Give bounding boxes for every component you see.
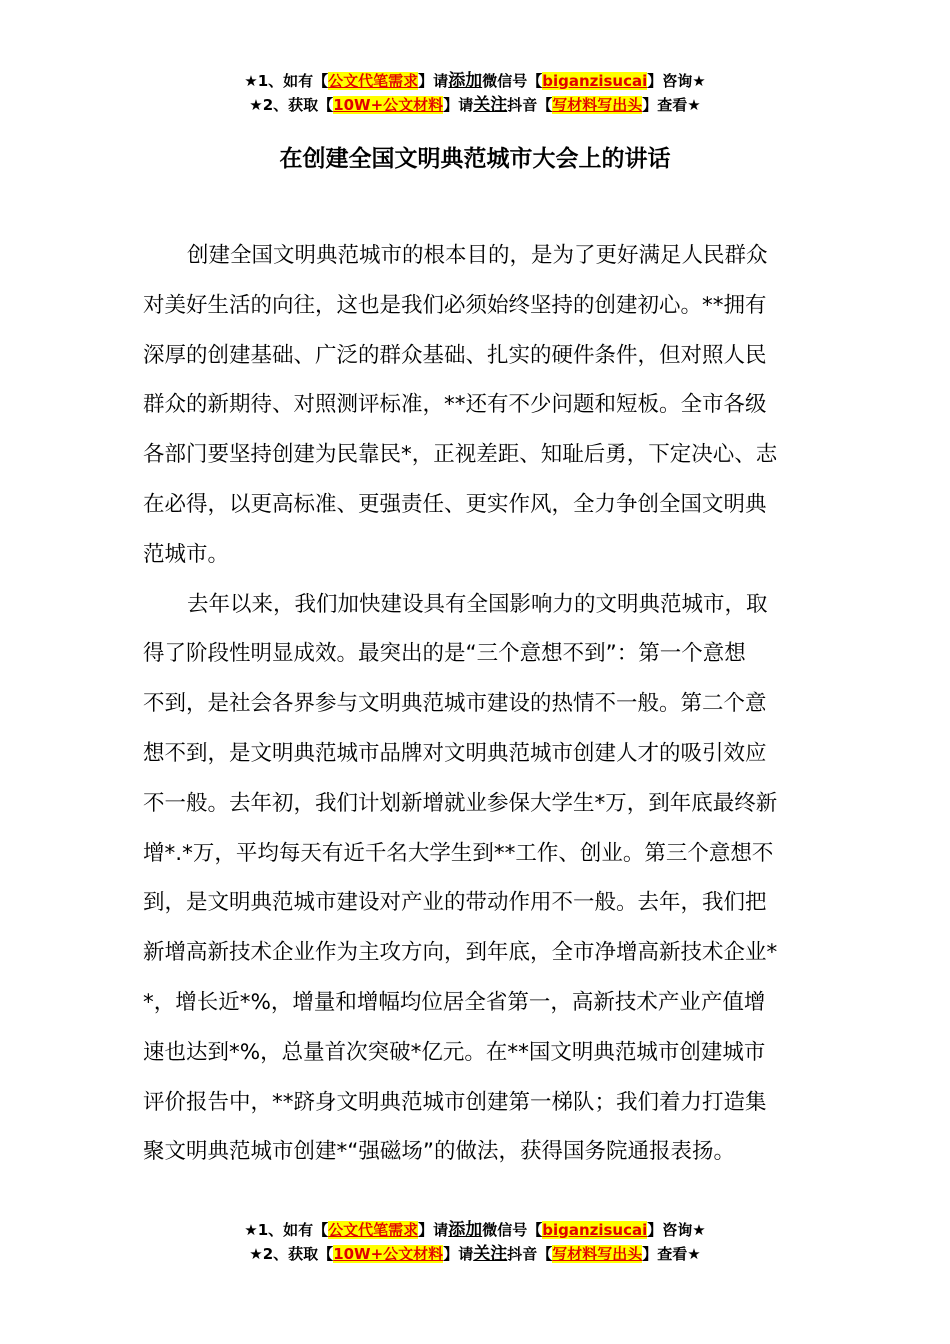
- promo-emphasis: 添加: [448, 71, 483, 91]
- paragraph-line: 得了阶段性明显成效。最突出的是“三个意想不到”：第一个意想: [143, 641, 746, 667]
- promo-text: 】咨询★: [647, 1221, 706, 1239]
- paragraph-line: 范城市。: [143, 541, 230, 567]
- paragraph-line: 深厚的创建基础、广泛的群众基础、扎实的硬件条件，但对照人民: [143, 342, 767, 368]
- promo-line-1: [0, 69, 950, 93]
- promo-highlight: biganzisucai: [542, 72, 648, 90]
- paragraph: [143, 231, 813, 580]
- document-title: 在创建全国文明典范城市大会上的讲话: [279, 146, 671, 172]
- paragraph-line: 评价报告中，**跻身文明典范城市创建第一梯队；我们着力打造集: [143, 1089, 767, 1115]
- paragraph-line: 在必得，以更高标准、更强责任、更实作风，全力争创全国文明典: [143, 491, 767, 517]
- paragraph-line: 新增高新技术企业作为主攻方向，到年底，全市净增高新技术企业*: [143, 940, 778, 966]
- promo-text: 抖音【: [507, 1245, 553, 1263]
- promo-emphasis: 关注: [473, 1244, 508, 1264]
- paragraph-line: 各部门要坚持创建为民靠民*，正视差距、知耻后勇，下定决心、志: [143, 442, 778, 468]
- promo-text: 微信号【: [482, 1221, 543, 1239]
- promo-text: 】请: [443, 96, 474, 114]
- promo-highlight: 10W+公文材料: [333, 96, 444, 114]
- promo-highlight: 10W+公文材料: [333, 1245, 444, 1263]
- promo-highlight: 公文代笔需求: [328, 1221, 419, 1239]
- paragraph-line: 不到，是社会各界参与文明典范城市建设的热情不一般。第二个意: [143, 691, 767, 717]
- paragraph: [143, 580, 813, 1178]
- paragraph-line: 去年以来，我们加快建设具有全国影响力的文明典范城市，取: [187, 591, 768, 617]
- promo-text: ★2、获取【: [249, 96, 334, 114]
- promo-text: ★1、如有【: [244, 72, 329, 90]
- promo-emphasis: 关注: [473, 95, 508, 115]
- paragraph-line: *，增长近*%，增量和增幅均位居全省第一，高新技术产业产值增: [143, 989, 766, 1015]
- promo-highlight: 公文代笔需求: [328, 72, 419, 90]
- document-body: [143, 231, 813, 1177]
- promo-highlight: biganzisucai: [542, 1221, 648, 1239]
- promo-text: 微信号【: [482, 72, 543, 90]
- paragraph-line: 对美好生活的向往，这也是我们必须始终坚持的创建初心。**拥有: [143, 292, 767, 318]
- promo-text: 】查看★: [642, 96, 701, 114]
- paragraph-line: 聚文明典范城市创建*“强磁场”的做法，获得国务院通报表扬。: [143, 1139, 736, 1165]
- paragraph-line: 速也达到*%，总量首次突破*亿元。在**国文明典范城市创建城市: [143, 1039, 766, 1065]
- promo-highlight: 写材料写出头: [552, 1245, 643, 1263]
- promo-line-1: [0, 1218, 950, 1242]
- promo-line-2: [0, 93, 950, 117]
- paragraph-line: 不一般。去年初，我们计划新增就业参保大学生*万，到年底最终新: [143, 790, 778, 816]
- paragraph-line: 想不到，是文明典范城市品牌对文明典范城市创建人才的吸引效应: [143, 740, 767, 766]
- promo-text: 】请: [418, 1221, 449, 1239]
- promo-text: 抖音【: [507, 96, 553, 114]
- paragraph-line: 到，是文明典范城市建设对产业的带动作用不一般。去年，我们把: [143, 890, 767, 916]
- promo-text: 】请: [418, 72, 449, 90]
- promo-text: 】咨询★: [647, 72, 706, 90]
- promo-highlight: 写材料写出头: [552, 96, 643, 114]
- promo-footer: [0, 1218, 950, 1266]
- promo-line-2: [0, 1242, 950, 1266]
- promo-text: ★1、如有【: [244, 1221, 329, 1239]
- promo-emphasis: 添加: [448, 1220, 483, 1240]
- paragraph-line: 群众的新期待、对照测评标准，**还有不少问题和短板。全市各级: [143, 392, 767, 418]
- promo-text: ★2、获取【: [249, 1245, 334, 1263]
- promo-header: [0, 69, 950, 117]
- paragraph-line: 创建全国文明典范城市的根本目的，是为了更好满足人民群众: [187, 243, 768, 268]
- paragraph-line: 增*.*万，平均每天有近千名大学生到**工作、创业。第三个意想不: [143, 840, 774, 866]
- promo-text: 】请: [443, 1245, 474, 1263]
- promo-text: 】查看★: [642, 1245, 701, 1263]
